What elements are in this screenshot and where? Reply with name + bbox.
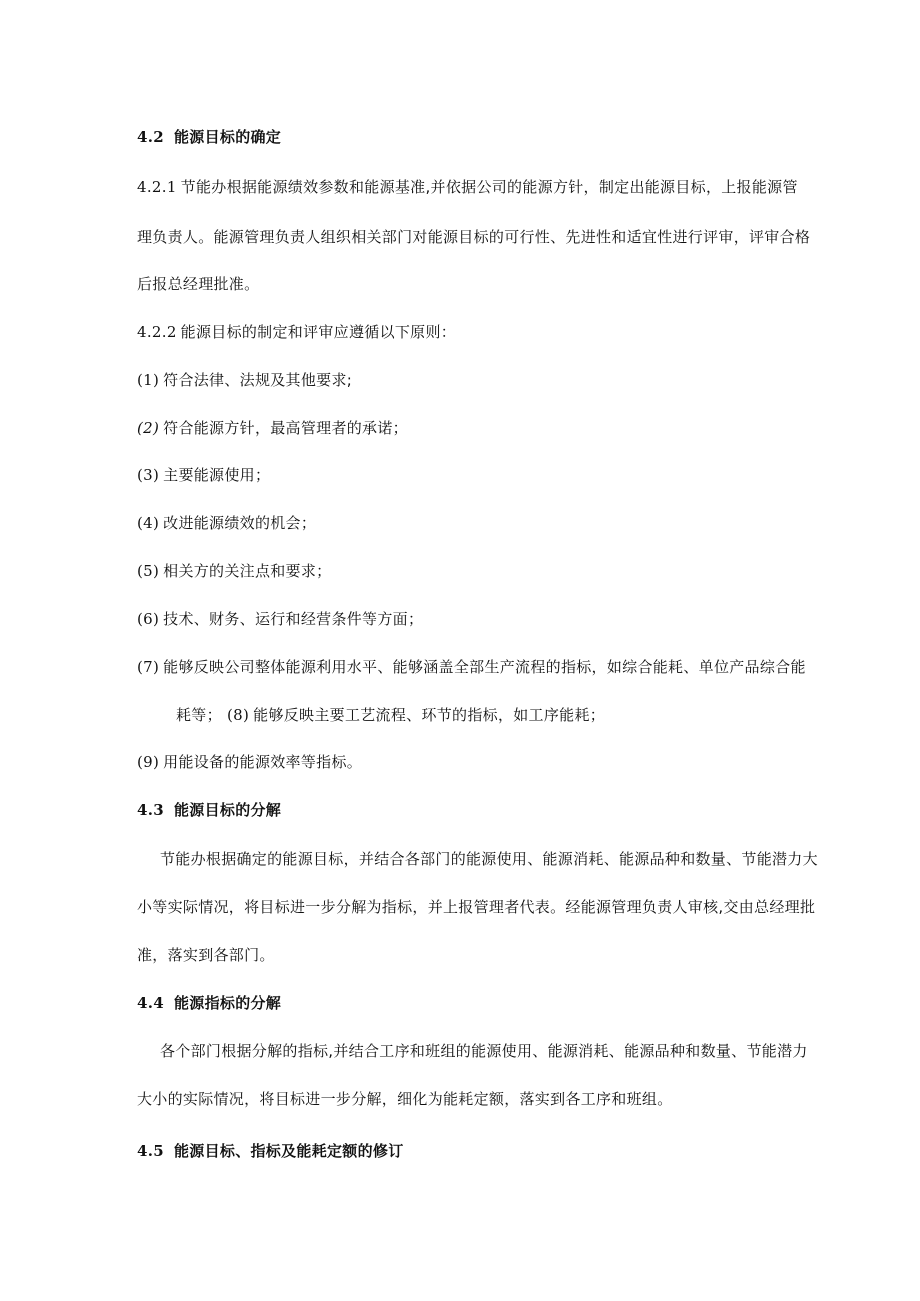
- list-number: (5): [137, 562, 160, 580]
- paragraph-4-2-1-line-2: 理负责人。能源管理负责人组织相关部门对能源目标的可行性、先进性和适宜性进行评审，评审合格: [137, 228, 811, 246]
- list-item-6: [137, 609, 423, 629]
- list-number: (2): [137, 419, 160, 437]
- paragraph-text: 节能办根据能源绩效参数和能源基准,并依据公司的能源方针，制定出能源目标，上报能源管: [180, 178, 798, 196]
- list-number: (6): [137, 610, 160, 628]
- paragraph-4-2-1-line-3: 后报总经理批准。: [137, 275, 260, 293]
- list-number: (8): [226, 706, 250, 724]
- section-heading-4-5: [137, 1141, 404, 1161]
- list-text: 用能设备的能源效率等指标。: [163, 753, 363, 771]
- list-number: (7): [137, 658, 160, 676]
- paragraph-4-2-2: [137, 322, 456, 342]
- paragraph-4-2-1-line-1: [137, 177, 798, 197]
- section-number: 4.3: [137, 801, 164, 819]
- section-title: 能源指标的分解: [174, 994, 282, 1012]
- list-item-5: [137, 561, 331, 581]
- clause-number: 4.2.1: [137, 178, 177, 196]
- list-item-2: [137, 418, 408, 438]
- list-text: 符合能源方针，最高管理者的承诺；: [163, 419, 408, 437]
- section-number: 4.4: [137, 994, 164, 1012]
- section-title: 能源目标、指标及能耗定额的修订: [174, 1142, 404, 1160]
- list-number: (3): [137, 466, 160, 484]
- section-heading-4-2: [137, 127, 281, 147]
- section-title: 能源目标的分解: [174, 801, 282, 819]
- paragraph-text: 能源目标的制定和评审应遵循以下原则：: [180, 323, 457, 341]
- list-item-1: [137, 370, 352, 390]
- list-text: 符合法律、法规及其他要求;: [163, 371, 353, 389]
- list-text: 技术、财务、运行和经营条件等方面；: [163, 610, 424, 628]
- list-text: 改进能源绩效的机会；: [163, 514, 317, 532]
- paragraph-4-4-line-1: 各个部门根据分解的指标,并结合工序和班组的能源使用、能源消耗、能源品种和数量、节能潜力: [160, 1042, 808, 1060]
- section-title: 能源目标的确定: [174, 128, 282, 146]
- list-number: (4): [137, 514, 160, 532]
- list-text: 相关方的关注点和要求；: [163, 562, 332, 580]
- list-text: 耗等；: [176, 706, 222, 724]
- section-number: 4.5: [137, 1142, 164, 1160]
- list-item-3: [137, 465, 270, 485]
- section-heading-4-3: [137, 800, 281, 820]
- list-item-7-continuation: [176, 705, 605, 725]
- paragraph-4-4-line-2: 大小的实际情况，将目标进一步分解，细化为能耗定额，落实到各工序和班组。: [137, 1090, 673, 1108]
- paragraph-4-3-line-3: 准，落实到各部门。: [137, 946, 275, 964]
- list-text: 能够反映公司整体能源利用水平、能够涵盖全部生产流程的指标，如综合能耗、单位产品综合能: [163, 658, 806, 676]
- section-number: 4.2: [137, 128, 164, 146]
- paragraph-4-3-line-2: 小等实际情况，将目标进一步分解为指标，并上报管理者代表。经能源管理负责人审核,交由总经理批: [137, 898, 816, 916]
- list-item-9: [137, 752, 362, 772]
- section-heading-4-4: [137, 993, 281, 1013]
- clause-number: 4.2.2: [137, 323, 177, 341]
- list-item-4: [137, 513, 316, 533]
- list-number: (1): [137, 371, 160, 389]
- list-text: 主要能源使用；: [163, 466, 271, 484]
- list-item-7: [137, 657, 806, 677]
- paragraph-4-3-line-1: 节能办根据确定的能源目标，并结合各部门的能源使用、能源消耗、能源品种和数量、节能潜力大: [160, 850, 818, 868]
- list-text: 能够反映主要工艺流程、环节的指标，如工序能耗；: [253, 706, 606, 724]
- list-number: (9): [137, 753, 160, 771]
